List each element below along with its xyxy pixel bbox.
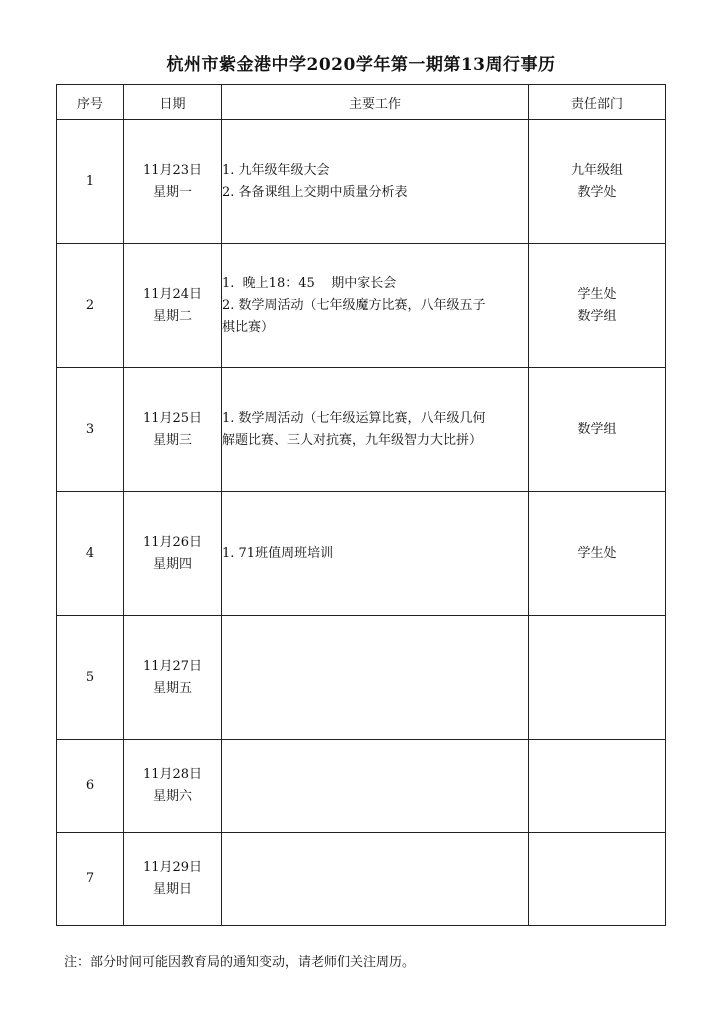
header-dept: 责任部门 xyxy=(529,85,666,120)
dept-item: 数学组 xyxy=(577,308,617,324)
seq-cell: 6 xyxy=(57,740,124,833)
seq-cell: 5 xyxy=(57,616,124,740)
date-cell xyxy=(124,616,222,740)
page-title: 杭州市紫金港中学2020学年第一期第13周行事历 xyxy=(166,55,556,75)
footnote: 注：部分时间可能因教育局的通知变动，请老师们关注周历。 xyxy=(64,955,416,970)
work-item: 1. 数学周活动（七年级运算比赛，八年级几何 xyxy=(222,410,486,426)
work-item: 2. 各备课组上交期中质量分析表 xyxy=(222,184,408,200)
dept-cell xyxy=(529,833,666,926)
header-date: 日期 xyxy=(124,85,222,120)
date-cell xyxy=(124,833,222,926)
header-seq: 序号 xyxy=(57,85,124,120)
seq-cell: 2 xyxy=(57,244,124,368)
dept-cell xyxy=(529,244,666,368)
work-cell xyxy=(222,244,529,368)
date-cell xyxy=(124,740,222,833)
table-row xyxy=(57,368,666,492)
work-cell xyxy=(222,616,529,740)
dept-item: 学生处 xyxy=(577,286,617,302)
dept-cell xyxy=(529,368,666,492)
dept-cell xyxy=(529,120,666,244)
dept-cell xyxy=(529,616,666,740)
work-item: 1. 晚上18：45 期中家长会 xyxy=(222,275,397,291)
work-cell xyxy=(222,740,529,833)
table-row xyxy=(57,244,666,368)
seq-cell: 1 xyxy=(57,120,124,244)
table-row xyxy=(57,616,666,740)
dept-cell xyxy=(529,492,666,616)
schedule-table xyxy=(56,84,666,926)
weekday-text: 星期一 xyxy=(152,184,192,200)
header-work: 主要工作 xyxy=(222,85,529,120)
weekday-text: 星期四 xyxy=(152,556,192,572)
date-cell xyxy=(124,244,222,368)
date-text: 11月26日 xyxy=(142,534,203,550)
work-item: 1. 71班值周班培训 xyxy=(222,545,334,561)
seq-cell: 3 xyxy=(57,368,124,492)
table-row xyxy=(57,492,666,616)
work-item: 1. 九年级年级大会 xyxy=(222,162,330,178)
work-item: 2. 数学周活动（七年级魔方比赛，八年级五子 xyxy=(222,297,486,313)
seq-cell: 4 xyxy=(57,492,124,616)
work-cell xyxy=(222,833,529,926)
weekday-text: 星期六 xyxy=(152,789,192,804)
weekday-text: 星期三 xyxy=(152,432,192,448)
work-cell xyxy=(222,368,529,492)
work-item: 解题比赛、三人对抗赛，九年级智力大比拼） xyxy=(222,432,483,448)
date-text: 11月24日 xyxy=(142,286,203,302)
work-cell xyxy=(222,492,529,616)
work-item: 棋比赛） xyxy=(222,319,275,335)
dept-item: 教学处 xyxy=(577,184,617,200)
weekday-text: 星期五 xyxy=(152,680,192,696)
weekday-text: 星期二 xyxy=(152,308,192,324)
dept-item: 数学组 xyxy=(577,421,617,437)
date-text: 11月29日 xyxy=(142,860,203,875)
table-header-row xyxy=(57,85,666,120)
date-cell xyxy=(124,368,222,492)
dept-cell xyxy=(529,740,666,833)
table-row xyxy=(57,833,666,926)
date-text: 11月27日 xyxy=(142,658,203,674)
table-row xyxy=(57,120,666,244)
date-cell xyxy=(124,492,222,616)
seq-cell: 7 xyxy=(57,833,124,926)
dept-item: 学生处 xyxy=(577,545,617,561)
date-cell xyxy=(124,120,222,244)
weekday-text: 星期日 xyxy=(152,882,192,897)
date-text: 11月25日 xyxy=(142,410,203,426)
date-text: 11月23日 xyxy=(142,162,203,178)
table-row xyxy=(57,740,666,833)
dept-item: 九年级组 xyxy=(570,162,623,178)
work-cell xyxy=(222,120,529,244)
date-text: 11月28日 xyxy=(142,767,203,782)
